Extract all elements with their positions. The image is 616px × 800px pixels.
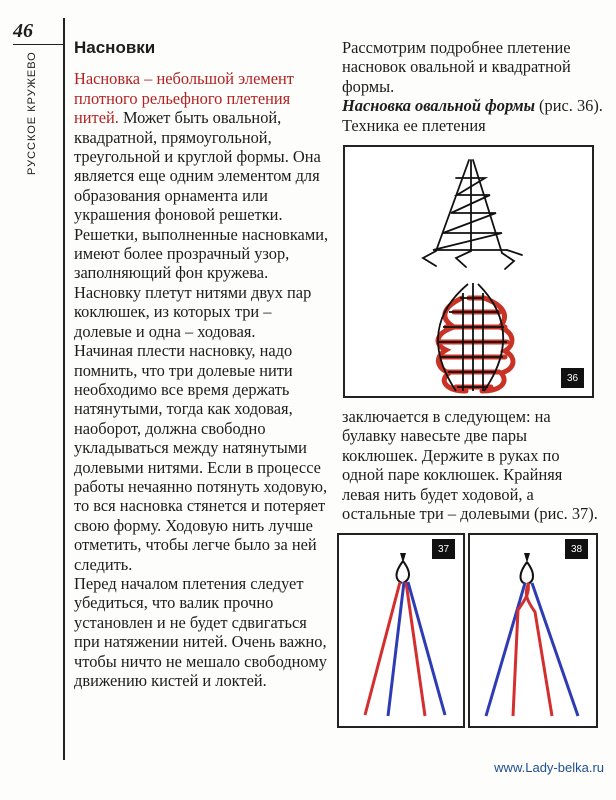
oval-lace-diagram — [345, 147, 596, 400]
right-text-column — [342, 38, 604, 135]
pin-two-pairs-diagram — [339, 535, 467, 730]
crossed-pairs-diagram — [470, 535, 600, 730]
figure-label-37: 37 — [432, 539, 455, 559]
page-number: 46 — [13, 20, 33, 42]
figure-reference: (рис. 36). Техника ее плетения — [342, 96, 603, 135]
tension-paragraph: Начиная плести насновку, надо помнить, что три долевые нити необходимо все время держать натянутыми, тогда как ходовая, наоборот, должна свободно укладываться между натянутыми долевыми нитями. Если в процессе работы нечаянно потянуть ходовую, то вся насновка стянется и потеряет свою форму. Ходовую нить лучше отметить, чтобы легче было за ней следить. — [74, 341, 328, 574]
oval-subheading: Насновка овальной формы — [342, 96, 535, 116]
figure-38 — [468, 533, 598, 728]
figure-37 — [337, 533, 465, 728]
section-title: Насновки — [74, 38, 156, 57]
bobbin-count-paragraph: Насновку плетут нитями двух пар коклюшек, из которых три – долевые и одна – ходовая. — [74, 282, 312, 341]
setup-paragraph: Перед началом плетения следует убедиться, что валик прочно установлен и не будет сдвигаться при натяжении нитей. Очень важно, чтобы ничто не мешало свободному движению кистей и локтей. — [74, 573, 327, 690]
vertical-page-rule — [63, 18, 65, 760]
definition-paragraph — [74, 69, 332, 282]
description-text: Может быть овальной, квадратной, прямоугольной, треугольной и круглой формы. Она является еще одним элементом для образования орнамента или украшения фоновой решетки. Решетки, выполненные насновками, имеют более прозрачный узор, заполняющий фон кружева. — [74, 108, 329, 283]
oval-heading-line — [342, 96, 604, 135]
figure-36 — [343, 145, 594, 398]
main-text-column — [74, 38, 332, 690]
website-footer-link[interactable]: www.Lady-belka.ru — [494, 760, 604, 775]
figure-label-36: 36 — [561, 368, 584, 388]
running-head: РУССКОЕ КРУЖЕВО — [26, 51, 38, 175]
definition-text: Насновка – небольшой элемент плотного рельефного плетения нитей. — [74, 69, 294, 128]
header-rule — [13, 44, 63, 45]
figure-label-38: 38 — [565, 539, 588, 559]
intro-text: Рассмотрим подробнее плетение насновок овальной и квадратной формы. — [342, 38, 571, 96]
oval-technique-text: заключается в следующем: на булавку навесьте две пары коклюшек. Держите в руках по одной паре коклюшек. Крайняя левая нить будет ходовой, а остальные три – долевыми (рис. 37). — [342, 407, 598, 524]
